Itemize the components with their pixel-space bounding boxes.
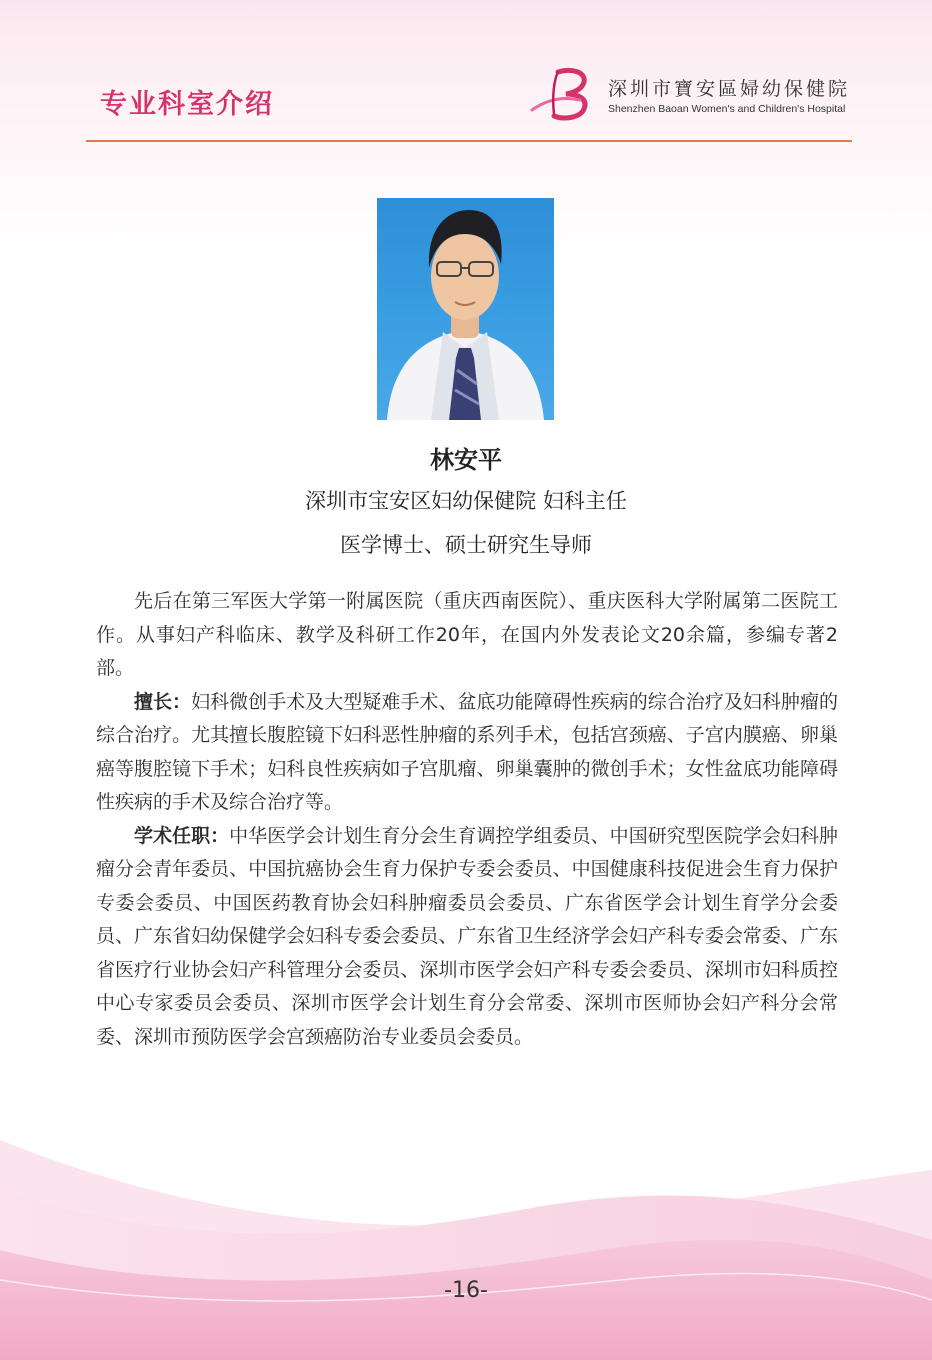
- doctor-position: 深圳市宝安区妇幼保健院 妇科主任: [305, 489, 627, 513]
- biography: [96, 585, 838, 1054]
- intro-paragraph: 先后在第三军医大学第一附属医院（重庆西南医院）、重庆医科大学附属第二医院工作。从事妇产科临床、教学及科研工作20年，在国内外发表论文20余篇，参编专著2部。: [96, 590, 838, 679]
- header-divider: [86, 140, 852, 142]
- doctor-portrait: [377, 198, 554, 420]
- academic-text: 中华医学会计划生育分会生育调控学组委员、中国研究型医院学会妇科肿瘤分会青年委员、中国抗癌协会生育力保护专委会委员、中国健康科技促进会生育力保护专委会委员、中国医药教育协会妇科肿瘤委员会委员、广东省医学会计划生育学分会委员、广东省妇幼保健学会妇科专委会委员、广东省卫生经济学会妇产科专委会常委、广东省医疗行业协会妇产科管理分会委员、深圳市医学会妇产科专委会委员、深圳市妇科质控中心专家委员会委员、深圳市医学会计划生育分会常委、深圳市医师协会妇产科分会常委、深圳市预防医学会宫颈癌防治专业委员会委员。: [96, 824, 838, 1048]
- specialty-label: 擅长：: [134, 690, 192, 713]
- academic-paragraph: [96, 820, 838, 1055]
- hospital-name-en: Shenzhen Baoan Women's and Children's Hospital: [608, 103, 846, 115]
- specialty-paragraph: [96, 686, 838, 820]
- page-number: -16-: [444, 1278, 488, 1303]
- specialty-text: 妇科微创手术及大型疑难手术、盆底功能障碍性疾病的综合治疗及妇科肿瘤的综合治疗。尤其擅长腹腔镜下妇科恶性肿瘤的系列手术，包括宫颈癌、子宫内膜癌、卵巢癌等腹腔镜下手术；妇科良性疾病如子宫肌瘤、卵巢囊肿的微创手术；女性盆底功能障碍性疾病的手术及综合治疗等。: [96, 690, 838, 813]
- hospital-logo: [528, 66, 858, 122]
- doctor-name: 林安平: [430, 446, 502, 474]
- academic-label: 学术任职：: [134, 824, 230, 847]
- section-title: 专业科室介绍: [100, 89, 274, 120]
- hospital-name-cn: 深圳市寶安區婦幼保健院: [608, 78, 851, 100]
- decorative-waves: [0, 1130, 932, 1360]
- doctor-degree: 医学博士、硕士研究生导师: [340, 533, 592, 557]
- stylized-b-logo-icon: [528, 66, 606, 122]
